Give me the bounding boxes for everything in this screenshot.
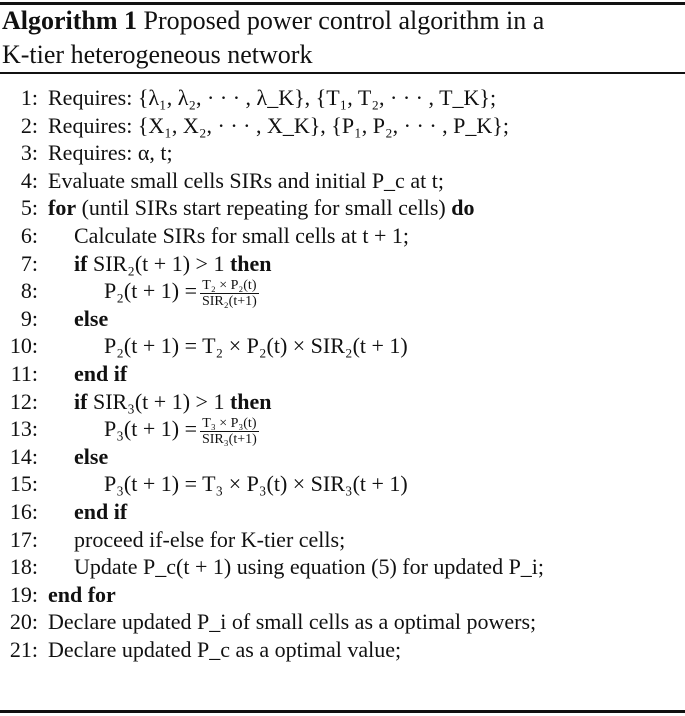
line-number: 19: [9, 581, 38, 607]
line-body [104, 470, 408, 498]
algorithm-line [0, 250, 685, 278]
line-text: Calculate SIRs for small cells at t + 1; [74, 222, 410, 248]
line-number: 15: [9, 471, 38, 497]
fraction-denominator: SIR₃(t+1) [201, 431, 257, 447]
algorithm-line [0, 581, 685, 609]
line-body [48, 194, 474, 222]
algorithm-line [0, 112, 685, 140]
line-text: Declare updated P_c as a optimal value; [48, 636, 402, 662]
bottom-rule [0, 710, 685, 713]
line-body [74, 388, 272, 416]
line-body [74, 360, 127, 388]
algorithm-line [0, 305, 685, 333]
algorithm-line [0, 415, 685, 447]
line-number: 4: [20, 167, 38, 193]
keyword: then [229, 388, 272, 414]
line-text: Requires: {λ₁, λ₂, · · · , λ_K}, {T₁, T₂, · · · , T_K}; [48, 85, 497, 110]
line-number: 1: [20, 85, 38, 110]
line-text: Requires: {X₁, X₂, · · · , X_K}, {P₁, P₂, · · · , P_K}; [48, 112, 509, 138]
line-number: 10: [9, 333, 38, 359]
line-body [48, 139, 173, 167]
keyword: then [229, 250, 272, 276]
algorithm-line [0, 360, 685, 388]
line-number: 7: [20, 250, 38, 276]
line-body [48, 581, 116, 609]
line-number: 3: [20, 140, 38, 166]
algorithm-line [0, 498, 685, 526]
line-text: Requires: α, t; [48, 140, 173, 166]
line-number: 18: [9, 554, 38, 580]
line-text: Declare updated P_i of small cells as a optimal powers; [48, 609, 537, 635]
fraction-numerator: T₂ × P₂(t) [200, 278, 259, 294]
algorithm-line [0, 553, 685, 581]
line-text: P₂(t + 1) = [104, 278, 197, 304]
line-body [104, 332, 408, 360]
line-text: (until SIRs start repeating for small cells) [76, 195, 452, 221]
line-body [74, 222, 409, 250]
line-text: Update P_c(t + 1) using equation (5) for updated P_i; [74, 554, 545, 580]
fraction-numerator: T₃ × P₃(t) [200, 416, 259, 432]
keyword: end if [74, 498, 128, 524]
keyword: if [74, 250, 88, 276]
line-text: P₃(t + 1) = T₃ × P₃(t) × SIR₃(t + 1) [104, 471, 408, 497]
line-number: 11: [10, 360, 38, 386]
line-body [74, 250, 272, 278]
keyword: else [74, 443, 109, 469]
algorithm-line [0, 608, 685, 636]
keyword: do [451, 195, 475, 221]
line-number: 12: [9, 388, 38, 414]
line-text: SIR₃(t + 1) > 1 [87, 388, 230, 414]
line-number: 5: [20, 195, 38, 221]
line-body [48, 608, 536, 636]
keyword: if [74, 388, 88, 414]
line-body [74, 553, 544, 581]
line-number: 8: [20, 278, 38, 304]
line-text: SIR₂(t + 1) > 1 [87, 250, 230, 276]
line-number: 20: [9, 609, 38, 635]
keyword: else [74, 305, 109, 331]
algorithm-line [0, 470, 685, 498]
line-number: 6: [20, 222, 38, 248]
algorithm-title-line2: K-tier heterogeneous network [2, 40, 313, 69]
algorithm-line [0, 443, 685, 471]
line-number: 14: [9, 443, 38, 469]
algorithm-line [0, 526, 685, 554]
algorithm-label: Algorithm 1 [2, 6, 138, 35]
line-number: 9: [20, 305, 38, 331]
algorithm-line [0, 636, 685, 664]
line-text: Evaluate small cells SIRs and initial P_c at t; [48, 167, 444, 193]
line-number: 16: [9, 498, 38, 524]
algorithm-line [0, 194, 685, 222]
keyword: end if [74, 360, 128, 386]
algorithm-caption [2, 4, 682, 72]
algorithm-lines [0, 84, 685, 663]
line-number: 2: [20, 112, 38, 138]
line-text: proceed if-else for K-tier cells; [74, 526, 346, 552]
line-body [48, 636, 401, 664]
line-number: 21: [9, 636, 38, 662]
algorithm-line [0, 167, 685, 195]
line-number: 13: [9, 416, 38, 442]
algorithm-line [0, 332, 685, 360]
line-body [48, 167, 444, 195]
algorithm-line [0, 84, 685, 112]
algorithm-title-line1: Proposed power control algorithm in a [143, 6, 545, 35]
caption-rule [0, 72, 685, 74]
algorithm-line [0, 222, 685, 250]
line-body [74, 305, 108, 333]
algorithm-line [0, 388, 685, 416]
algorithm-line [0, 277, 685, 309]
line-body [74, 526, 345, 554]
line-body [74, 443, 108, 471]
algorithm-line [0, 139, 685, 167]
line-text: P₂(t + 1) = T₂ × P₂(t) × SIR₂(t + 1) [104, 333, 408, 359]
line-body [74, 498, 127, 526]
keyword: end for [48, 581, 116, 607]
keyword: for [48, 195, 77, 221]
line-body [48, 84, 496, 112]
line-body [48, 112, 509, 140]
fraction-denominator: SIR₂(t+1) [201, 293, 257, 309]
line-text: P₃(t + 1) = [104, 416, 197, 442]
line-number: 17: [9, 526, 38, 552]
